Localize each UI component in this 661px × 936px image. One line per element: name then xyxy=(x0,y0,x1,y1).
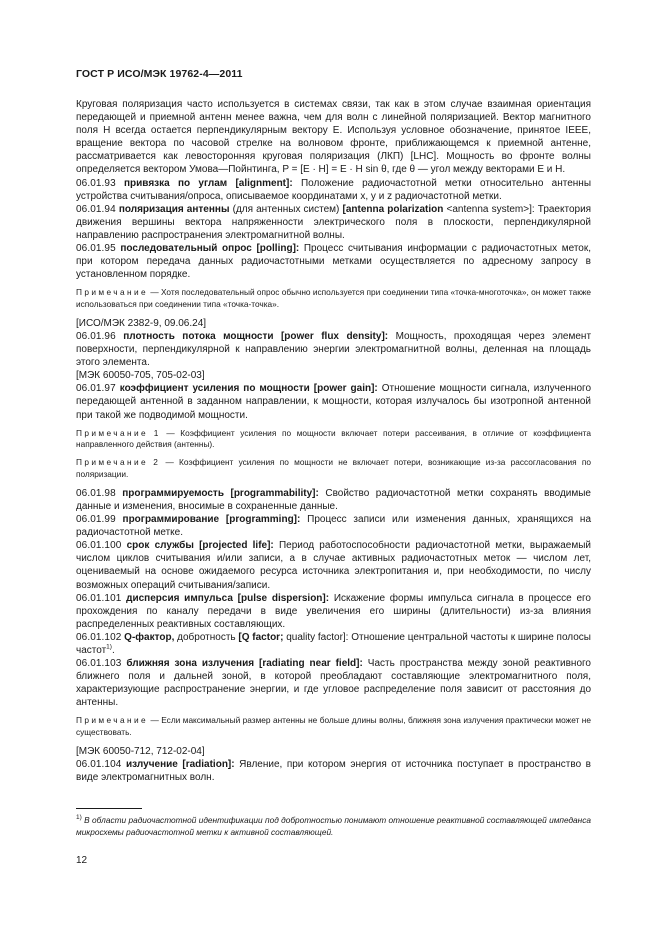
note-06-01-97-1 xyxy=(76,428,591,452)
entry-number: 06.01.96 xyxy=(76,331,116,342)
entry-definition: Отношение мощности сигнала, излученного передающей антенной в заданном направлении, к мощности, которая излучалось бы изотропной антенной при такой же подводимой мощности. xyxy=(76,383,591,421)
entry-definition: Искажение формы импульса сигнала в процессе его прохождения по каналу передачи в виде увеличения его ширины (длительности) из-за влияния распределенных реактивных составляющих. xyxy=(76,592,591,630)
footnote-divider xyxy=(76,808,142,809)
entry-definition: Свойство радиочастотной метки сохранять вводимые данные и изменения, вносимые в сохраненные данные. xyxy=(76,487,591,512)
note-number: 2 xyxy=(153,457,161,468)
note-label: Примечание xyxy=(76,457,149,468)
entry-definition: Период работоспособности радиочастотной метки, выражаемый числом циклов считывания и/или записи, а в случае активных радиочастотных меток — числом лет, оцениваемый на основе ожидаемого ресурса источника электропитания и, при необходимости, по числу возможных операций считывания/записи. xyxy=(76,540,591,591)
entry-term: Q-фактор, xyxy=(124,631,175,643)
entry-number: 06.01.98 xyxy=(76,487,116,499)
entry-term: коэффициент усиления по мощности [power gain]: xyxy=(119,383,378,395)
entry-number: 06.01.97 xyxy=(76,383,116,395)
note-06-01-95 xyxy=(76,287,591,311)
entry-definition: Траектория движения вершины вектора напряженности электрического поля в плоскости, перпендикулярной направлению распространения электромагнитной волны. xyxy=(76,203,592,241)
entry-number: 06.01.95 xyxy=(76,243,116,255)
term-entry-06-01-96 xyxy=(76,330,591,369)
entry-definition: Положение радиочастотной метки относительно антенны устройства считывания/опроса, описываемое координатами x, y и z радиочастотной метки. xyxy=(76,177,592,202)
entry-number: 06.01.93 xyxy=(76,177,116,189)
term-entry-06-01-98 xyxy=(76,487,591,513)
term-entry-06-01-100 xyxy=(76,539,591,591)
note-text: — Если максимальный размер антенны не больше длины волны, ближняя зона излучения практически может не существовать. xyxy=(76,715,591,738)
entry-definition: Явление, при котором энергия от источника поступает в пространство в виде электромагнитных волн. xyxy=(76,759,591,784)
entry-term: плотность потока мощности [power flux density]: xyxy=(123,331,389,342)
entry-term: программируемость [programmability]: xyxy=(122,487,319,499)
term-entry-06-01-101 xyxy=(76,592,591,631)
term-entry-06-01-99 xyxy=(76,513,591,539)
entry-definition: Часть пространства между зоной реактивного ближнего поля и дальней зоной, в которой преобладают составляющие электромагнитного поля, характеризующие распространение энергии, и где угловое распределение поля зависит от расстояния до антенны. xyxy=(76,658,591,709)
reference-06-01-103: [МЭК 60050-712, 712-02-04] xyxy=(76,746,205,758)
document-header: ГОСТ Р ИСО/МЭК 19762-4—2011 xyxy=(76,68,243,80)
entry-number: 06.01.103 xyxy=(76,658,122,670)
footnote-reference[interactable]: 1) xyxy=(106,643,112,651)
footnote-mark: 1) xyxy=(76,814,82,822)
term-entry-06-01-102 xyxy=(76,631,591,657)
term-entry-06-01-94 xyxy=(76,203,591,242)
term-entry-06-01-97 xyxy=(76,382,591,421)
document-page xyxy=(76,0,591,936)
entry-term: привязка по углам [alignment]: xyxy=(124,177,293,189)
entry-term: ближняя зона излучения [radiating near field]: xyxy=(126,658,363,670)
entry-number: 06.01.104 xyxy=(76,759,122,771)
note-text: — Коэффициент усиления по мощности включает потери рассеивания, в отличие от коэффициента направленного действия (антенны). xyxy=(76,427,591,450)
entry-term: последовательный опрос [polling]: xyxy=(120,243,300,255)
entry-number: 06.01.100 xyxy=(76,540,122,552)
term-entry-06-01-103 xyxy=(76,657,591,709)
footnote xyxy=(76,815,591,839)
entry-term: поляризация антенны xyxy=(118,203,230,215)
entry-term: излучение [radiation]: xyxy=(125,759,235,771)
entry-term-note: (для антенных систем) xyxy=(232,203,340,215)
entry-number: 06.01.102 xyxy=(76,631,122,643)
footnote-text: В области радиочастотной идентификации под добротностью понимают отношение реактивной составляющей импеданса микросхемы радиочастотной метки к активной составляющей. xyxy=(76,815,591,837)
entry-definition: Процесс считывания информации с радиочастотных меток, при котором передача данных радиочастотными метками осуществляется по адресному запросу в установленном порядке. xyxy=(76,243,591,281)
entry-number: 06.01.94 xyxy=(76,203,116,215)
note-label: Примечание xyxy=(76,427,149,438)
term-entry-06-01-95 xyxy=(76,242,591,281)
reference-06-01-96: [МЭК 60050-705, 705-02-03] xyxy=(76,370,205,382)
entry-term-english-note: quality factor]: xyxy=(286,631,349,643)
note-06-01-103 xyxy=(76,715,591,739)
note-label: Примечание xyxy=(76,287,149,298)
reference-06-01-95: [ИСО/МЭК 2382-9, 09.06.24] xyxy=(76,317,207,329)
entry-definition: Процесс записи или изменения данных, хранящихся на радиочастотной метке. xyxy=(76,514,592,539)
entry-term-english: [Q factor; xyxy=(238,631,284,643)
note-label: Примечание xyxy=(76,715,149,726)
term-entry-06-01-93 xyxy=(76,177,591,203)
entry-term-english-note: <antenna system>]: xyxy=(446,203,535,215)
entry-term-note: добротность xyxy=(177,631,236,643)
note-number: 1 xyxy=(153,427,161,438)
entry-definition: Мощность, проходящая через элемент поверхности, перпендикулярной к направлению энергии электромагнитной волны, деленная на площадь этого элемента. xyxy=(76,331,592,369)
entry-definition: Отношение центральной частоты к ширине полосы частот xyxy=(76,631,591,656)
note-06-01-97-2 xyxy=(76,457,591,481)
note-text: — Коэффициент усиления по мощности не включает потери, возникающие из-за рассогласования по поляризации. xyxy=(76,457,591,480)
entry-term-english: [antenna polarization xyxy=(342,203,444,215)
term-entry-06-01-104 xyxy=(76,758,591,784)
document-body xyxy=(76,98,591,784)
entry-term: программирование [programming]: xyxy=(122,514,301,526)
entry-number: 06.01.101 xyxy=(76,592,122,604)
note-text: — Хотя последовательный опрос обычно используется при соединении типа «точка-многоточка», он может также использоваться при соединении типа «точка-точка». xyxy=(76,287,591,310)
entry-definition-tail: . xyxy=(111,644,115,656)
entry-term: срок службы [projected life]: xyxy=(126,540,274,552)
page-number: 12 xyxy=(76,855,88,866)
intro-paragraph: Круговая поляризация часто используется в системах связи, так как в этом случае взаимная ориентация передающей и приемной антенн менее важна, чем для волн с линейной поляризацией. Вектор магнитного поля H всегда остается перпендикулярным вектору E. Используя условное обозначение, принятое IEEE, вращение вектора по часовой стрелке на волновом фронте, приближающемся к приемной антенне, рассматривается как левосторонняя круговая поляризация (ЛКП) [LHC]. Мощность во фронте волны определяется вектором Умова—Пойнтинга, P = [E · H] = E · H sin θ, где θ — угол между векторами E и H. xyxy=(76,99,591,176)
entry-number: 06.01.99 xyxy=(76,514,116,526)
entry-term: дисперсия импульса [pulse dispersion]: xyxy=(126,592,330,604)
